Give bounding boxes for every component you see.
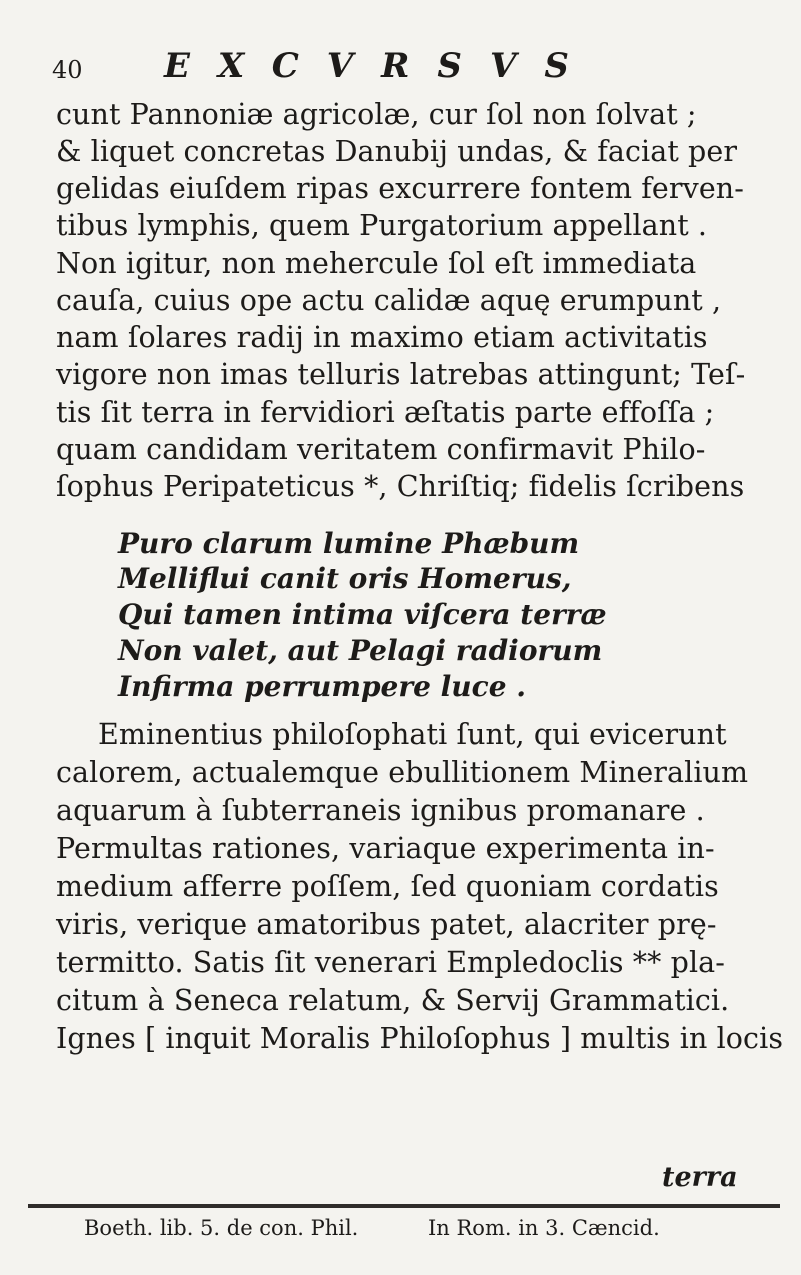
body-line: vigore non imas telluris latrebas attingunt; Teſ- (56, 358, 746, 391)
verse-line: Puro clarum lumine Phæbum (118, 527, 580, 560)
body-line: Permultas rationes, variaque experimenta in- (56, 832, 715, 865)
body-line: gelidas eiuſdem ripas excurrere fontem ferven- (56, 172, 744, 205)
body-line: nam ſolares radij in maximo etiam activitatis (56, 321, 708, 354)
verse-line: Non valet, aut Pelagi radiorum (118, 634, 603, 667)
body-line: calorem, actualemque ebullitionem Mineralium (56, 756, 749, 789)
body-line: Non igitur, non mehercule ſol eſt immediata (56, 247, 697, 280)
footnote-right: In Rom. in 3. Cæncid. (428, 1216, 660, 1240)
verse-line: Melliflui canit oris Homerus, (118, 562, 572, 595)
body-line: citum à Seneca relatum, & Servij Grammatici. (56, 984, 730, 1017)
body-line: cauſa, cuius ope actu calidæ aquę erumpunt , (56, 284, 722, 317)
body-line: & liquet concretas Danubij undas, & faciat per (56, 135, 738, 168)
catchword: terra (662, 1162, 738, 1193)
body-line: viris, verique amatoribus patet, alacriter prę- (56, 908, 717, 941)
body-line: ſophus Peripateticus *, Chriſtiq; fidelis ſcribens (56, 470, 745, 503)
page-number: 40 (52, 56, 83, 84)
body-line: Ignes [ inquit Moralis Philoſophus ] multis in locis (56, 1022, 784, 1055)
body-line: tibus lymphis, quem Purgatorium appellant . (56, 209, 708, 242)
body-line: quam candidam veritatem confirmavit Philo- (56, 433, 706, 466)
footnotes (84, 1214, 764, 1242)
body-line: aquarum à ſubterraneis ignibus promanare . (56, 794, 705, 827)
body-line: Eminentius philoſophati ſunt, qui evicerunt (98, 718, 727, 751)
body-line: medium afferre poſſem, ſed quoniam cordatis (56, 870, 719, 903)
running-title: EXCVRSVS (164, 46, 597, 86)
verse-line: Qui tamen intima viſcera terræ (118, 598, 607, 631)
footnote-left: Boeth. lib. 5. de con. Phil. (84, 1216, 359, 1240)
body-line: tis ſit terra in fervidiori æſtatis parte effoſſa ; (56, 396, 715, 429)
verse-line: Infirma perrumpere luce . (118, 670, 527, 703)
page-header (52, 44, 772, 88)
footnote-rule (28, 1204, 780, 1208)
body-line: termitto. Satis ſit venerari Empledoclis ** pla- (56, 946, 725, 979)
body-line: cunt Pannoniæ agricolæ, cur ſol non ſolvat ; (56, 98, 697, 131)
